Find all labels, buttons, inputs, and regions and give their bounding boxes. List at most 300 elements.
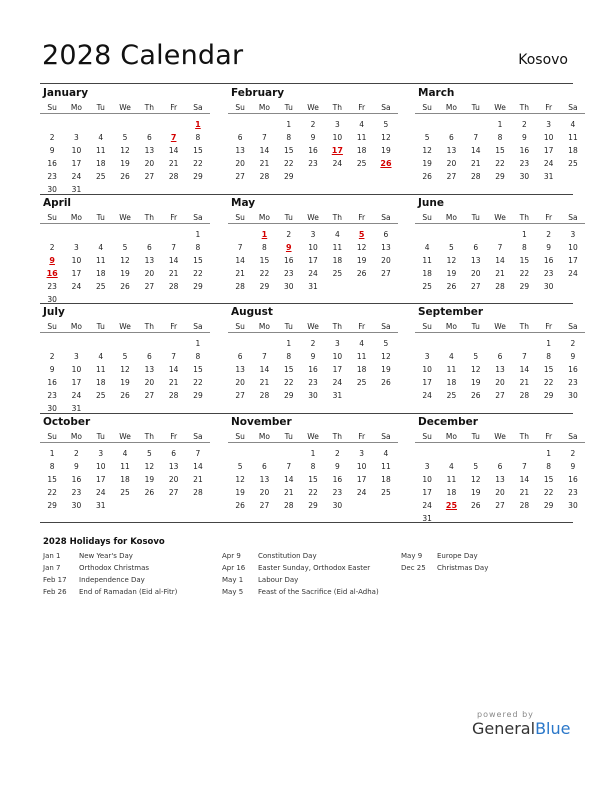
day-cell: 15 [47, 474, 57, 484]
weekday-header [228, 213, 398, 224]
day-cell: 23 [308, 159, 318, 168]
weekday-label: Fr [358, 322, 366, 331]
day-cell: 22 [495, 159, 505, 168]
day-cell: 14 [235, 255, 245, 265]
day-cell: 11 [446, 474, 457, 484]
day-cell: 14 [259, 365, 270, 374]
day-cell: 28 [495, 281, 505, 291]
day-cell: 29 [519, 281, 530, 291]
calendar-grid [40, 85, 578, 523]
day-cell: 13 [144, 146, 155, 155]
day-cell: 1 [195, 339, 201, 348]
day-cell: 15 [193, 255, 203, 265]
day-cell: 12 [356, 242, 367, 252]
day-cell: 21 [519, 378, 530, 387]
day-cell: 28 [283, 500, 294, 510]
day-cell: 22 [543, 487, 554, 497]
day-cell: 4 [98, 133, 104, 142]
day-cell: 10 [422, 474, 432, 484]
day-cell: 21 [193, 474, 203, 484]
day-cell: 16 [568, 365, 578, 374]
holiday-date: Feb 17 [43, 576, 67, 584]
holiday-name: Christmas Day [437, 564, 489, 572]
day-cell: 12 [381, 133, 391, 142]
weekday-label: Sa [193, 212, 203, 222]
day-cell: 18 [446, 378, 457, 387]
day-cell: 25 [356, 159, 367, 168]
day-cell: 16 [308, 365, 318, 374]
day-cell: 11 [120, 461, 130, 471]
day-cell: 14 [168, 255, 179, 265]
day-cell: 9 [49, 146, 55, 155]
weekday-label: Mo [445, 103, 457, 112]
day-cell: 9 [570, 352, 576, 361]
weekday-label: Th [144, 103, 154, 112]
day-cell: 16 [568, 474, 578, 484]
day-cell: 18 [568, 146, 578, 155]
day-cell: 7 [286, 461, 292, 471]
weekday-label: Fr [358, 431, 366, 441]
day-cell: 5 [146, 448, 152, 458]
day-cell: 9 [310, 352, 316, 361]
weekday-label: Th [332, 212, 342, 222]
weekday-label: Sa [381, 212, 391, 222]
day-cell: 24 [71, 391, 82, 400]
holiday-day-cell: 1 [195, 120, 201, 129]
day-cell: 24 [356, 487, 367, 497]
weekday-label: Tu [96, 431, 105, 441]
day-cell: 25 [381, 487, 391, 497]
day-cell: 30 [543, 281, 554, 291]
weekday-label: Mo [258, 103, 270, 112]
day-cell: 26 [470, 391, 481, 400]
day-cell: 2 [546, 229, 552, 239]
weekday-label: Th [332, 322, 342, 331]
weekday-label: Tu [284, 212, 293, 222]
day-cell: 17 [95, 474, 106, 484]
day-cell: 19 [470, 487, 481, 497]
weekday-label: Sa [568, 322, 578, 331]
day-cell: 24 [95, 487, 106, 497]
day-cell: 11 [356, 133, 367, 142]
day-cell: 2 [570, 339, 576, 348]
day-cell: 26 [235, 500, 245, 510]
day-cell: 7 [521, 461, 527, 471]
weekday-label: Sa [568, 103, 578, 112]
day-cell: 27 [446, 172, 457, 181]
top-divider [40, 83, 573, 84]
holiday-name: Labour Day [258, 576, 299, 584]
day-cell: 1 [521, 229, 527, 239]
day-cell: 5 [122, 242, 128, 252]
weekday-label: Fr [545, 431, 553, 441]
day-cell: 28 [193, 487, 203, 497]
day-cell: 5 [383, 120, 389, 129]
month-name: December [418, 415, 478, 428]
weekday-header [228, 432, 398, 443]
brand-logo[interactable] [472, 719, 570, 738]
day-cell: 3 [424, 352, 430, 361]
day-cell: 6 [473, 242, 479, 252]
day-cell: 12 [235, 474, 245, 484]
day-cell: 27 [381, 268, 391, 278]
day-cell: 21 [283, 487, 294, 497]
day-cell: 22 [519, 268, 530, 278]
weekday-label: Su [235, 431, 245, 441]
weekday-label: Mo [258, 322, 270, 331]
day-cell: 21 [519, 487, 530, 497]
day-cell: 18 [446, 487, 457, 497]
weekday-label: Tu [96, 103, 105, 112]
day-cell: 15 [283, 365, 294, 374]
day-cell: 22 [193, 268, 203, 278]
day-cell: 30 [47, 185, 57, 194]
day-cell: 19 [356, 255, 367, 265]
day-cell: 24 [71, 281, 82, 291]
month-name: July [43, 306, 65, 318]
day-cell: 3 [334, 120, 340, 129]
day-cell: 27 [495, 391, 505, 400]
day-cell: 1 [546, 339, 552, 348]
day-cell: 4 [359, 339, 365, 348]
day-cell: 9 [74, 461, 79, 471]
day-cell: 25 [356, 378, 367, 387]
day-cell: 17 [422, 487, 432, 497]
day-cell: 20 [235, 159, 245, 168]
day-cell: 3 [334, 339, 340, 348]
holiday-day-cell: 7 [170, 133, 177, 142]
weekday-label: We [307, 431, 319, 441]
day-cell: 6 [383, 229, 389, 239]
day-cell: 4 [449, 461, 454, 471]
day-cell: 10 [332, 352, 343, 361]
day-cell: 17 [568, 255, 578, 265]
day-cell: 11 [356, 352, 367, 361]
weekday-label: Su [422, 322, 432, 331]
day-cell: 30 [283, 281, 294, 291]
weekday-label: We [119, 322, 131, 331]
day-cell: 19 [381, 146, 391, 155]
day-cell: 11 [381, 461, 391, 471]
day-cell: 2 [521, 120, 527, 129]
weekday-label: Su [47, 212, 57, 222]
day-cell: 10 [308, 242, 318, 252]
weekday-label: Fr [170, 322, 178, 331]
weekday-label: We [119, 103, 131, 112]
day-cell: 12 [120, 255, 130, 265]
day-cell: 17 [356, 474, 367, 484]
weekday-label: We [307, 103, 319, 112]
day-cell: 28 [168, 391, 179, 400]
day-cell: 20 [495, 378, 505, 387]
day-cell: 19 [144, 474, 155, 484]
day-cell: 1 [546, 448, 552, 458]
day-cell: 5 [424, 133, 430, 142]
weekday-label: Fr [170, 212, 178, 222]
day-cell: 28 [259, 172, 270, 181]
weekday-header [40, 322, 210, 333]
day-cell: 10 [71, 365, 82, 374]
day-cell: 14 [470, 146, 481, 155]
holiday-date: May 9 [401, 552, 423, 560]
day-cell: 8 [195, 352, 201, 361]
weekday-header [40, 213, 210, 224]
day-cell: 26 [422, 172, 432, 181]
quarter-row [40, 195, 578, 305]
holiday-name: Easter Sunday, Orthodox Easter [258, 564, 371, 572]
day-cell: 6 [171, 448, 177, 458]
day-cell: 5 [473, 461, 479, 471]
day-cell: 10 [95, 461, 106, 471]
day-cell: 12 [446, 255, 457, 265]
weekday-header [40, 103, 210, 114]
weekday-label: Tu [96, 212, 105, 222]
weekday-label: Su [235, 212, 245, 222]
day-cell: 5 [473, 352, 479, 361]
day-cell: 16 [47, 159, 57, 168]
day-cell: 18 [381, 474, 391, 484]
weekday-label: Tu [96, 322, 105, 331]
page-title: 2028 Calendar [42, 40, 244, 71]
day-cell: 23 [47, 391, 57, 400]
day-cell: 3 [424, 461, 430, 471]
day-cell: 2 [310, 339, 316, 348]
day-cell: 3 [98, 448, 104, 458]
day-cell: 28 [168, 281, 179, 291]
weekday-label: Sa [381, 322, 391, 331]
day-cell: 21 [168, 378, 179, 387]
day-cell: 27 [144, 391, 155, 400]
weekday-header [415, 432, 585, 443]
day-cell: 26 [381, 378, 391, 387]
day-cell: 17 [332, 365, 343, 374]
day-cell: 25 [95, 391, 106, 400]
day-cell: 10 [568, 242, 578, 252]
day-cell: 23 [568, 378, 578, 387]
day-cell: 28 [470, 172, 481, 181]
day-cell: 25 [332, 268, 343, 278]
day-cell: 15 [308, 474, 318, 484]
day-cell: 31 [71, 404, 82, 413]
weekday-label: We [307, 212, 319, 222]
day-cell: 9 [521, 133, 527, 142]
weekday-label: Fr [170, 103, 178, 112]
weekday-label: Th [332, 103, 342, 112]
day-cell: 9 [49, 365, 55, 374]
weekday-label: Su [47, 103, 57, 112]
day-cell: 18 [95, 159, 106, 168]
day-cell: 2 [49, 352, 55, 361]
day-cell: 13 [495, 365, 505, 374]
day-cell: 26 [470, 500, 481, 510]
weekday-label: Tu [471, 322, 480, 331]
day-cell: 29 [193, 391, 203, 400]
day-cell: 3 [359, 448, 365, 458]
day-cell: 14 [495, 255, 505, 265]
weekday-label: Mo [445, 431, 457, 441]
day-cell: 18 [422, 268, 432, 278]
weekday-header [415, 322, 585, 333]
day-cell: 31 [95, 500, 106, 510]
day-cell: 15 [519, 255, 530, 265]
day-cell: 29 [283, 391, 294, 400]
holiday-date: Apr 16 [222, 564, 246, 572]
quarter-row [40, 304, 578, 414]
day-cell: 6 [497, 461, 503, 471]
day-cell: 30 [519, 172, 530, 181]
day-cell: 10 [71, 255, 82, 265]
weekday-label: We [494, 431, 506, 441]
day-cell: 15 [543, 365, 554, 374]
weekday-label: We [494, 322, 506, 331]
day-cell: 17 [543, 146, 554, 155]
day-cell: 25 [95, 281, 106, 291]
day-cell: 1 [497, 120, 503, 129]
day-cell: 31 [71, 185, 82, 194]
day-cell: 20 [470, 268, 481, 278]
weekday-label: We [119, 431, 131, 441]
day-cell: 4 [570, 120, 576, 129]
day-cell: 28 [519, 500, 530, 510]
day-cell: 29 [543, 500, 554, 510]
day-cell: 29 [495, 172, 505, 181]
day-cell: 17 [71, 378, 82, 387]
day-cell: 7 [262, 133, 267, 142]
day-cell: 27 [168, 487, 179, 497]
weekday-label: Tu [471, 103, 480, 112]
day-cell: 13 [168, 461, 179, 471]
day-cell: 11 [332, 242, 343, 252]
holiday-day-cell: 5 [358, 229, 365, 239]
holiday-day-cell: 26 [380, 159, 392, 168]
weekday-label: Su [47, 431, 57, 441]
day-cell: 23 [308, 378, 318, 387]
day-cell: 6 [237, 352, 243, 361]
weekday-label: Mo [445, 212, 457, 222]
day-cell: 10 [332, 133, 343, 142]
day-cell: 19 [120, 268, 130, 278]
holiday-day-cell: 9 [285, 242, 292, 252]
day-cell: 20 [168, 474, 179, 484]
day-cell: 11 [568, 133, 578, 142]
day-cell: 11 [95, 365, 106, 374]
month-name: March [418, 87, 455, 99]
holiday-date: May 1 [222, 576, 244, 584]
day-cell: 23 [332, 487, 343, 497]
day-cell: 26 [120, 281, 130, 291]
weekday-label: Fr [545, 322, 553, 331]
weekday-label: Su [235, 103, 245, 112]
weekday-label: Tu [284, 103, 293, 112]
weekday-header [415, 213, 585, 224]
weekday-label: We [494, 212, 506, 222]
day-cell: 16 [519, 146, 530, 155]
weekday-label: Sa [568, 212, 578, 222]
day-cell: 6 [237, 133, 243, 142]
day-cell: 22 [193, 378, 203, 387]
day-cell: 25 [95, 172, 106, 181]
day-cell: 24 [422, 500, 432, 510]
weekday-label: We [307, 322, 319, 331]
weekday-label: Mo [70, 103, 82, 112]
holidays-title: 2028 Holidays for Kosovo [43, 537, 165, 547]
day-cell: 28 [519, 391, 530, 400]
day-cell: 31 [332, 391, 343, 400]
day-cell: 30 [568, 500, 578, 510]
day-cell: 2 [570, 448, 576, 458]
weekday-label: Sa [193, 431, 203, 441]
day-cell: 22 [283, 378, 294, 387]
weekday-label: Mo [258, 212, 270, 222]
brand-name-general: General [472, 719, 536, 738]
day-cell: 29 [193, 281, 203, 291]
holiday-date: Apr 9 [222, 552, 241, 560]
day-cell: 9 [546, 242, 552, 252]
day-cell: 4 [383, 448, 389, 458]
month-name: June [418, 196, 444, 209]
day-cell: 12 [470, 365, 481, 374]
day-cell: 19 [235, 487, 245, 497]
holiday-name: Europe Day [437, 552, 478, 560]
month-name: May [231, 196, 256, 209]
day-cell: 19 [120, 378, 130, 387]
weekday-label: Fr [545, 212, 553, 222]
day-cell: 2 [310, 120, 316, 129]
day-cell: 5 [122, 352, 128, 361]
day-cell: 25 [568, 159, 578, 168]
day-cell: 23 [568, 487, 578, 497]
day-cell: 8 [286, 352, 292, 361]
day-cell: 21 [168, 159, 179, 168]
day-cell: 8 [262, 242, 267, 252]
day-cell: 29 [283, 172, 294, 181]
day-cell: 21 [259, 378, 270, 387]
day-cell: 13 [235, 365, 245, 374]
month-name: November [231, 415, 292, 428]
day-cell: 15 [283, 146, 294, 155]
weekday-label: We [119, 212, 131, 222]
day-cell: 20 [381, 255, 391, 265]
day-cell: 24 [332, 378, 343, 387]
holiday-date: Feb 26 [43, 588, 67, 596]
day-cell: 11 [422, 255, 432, 265]
day-cell: 5 [383, 339, 389, 348]
day-cell: 2 [49, 133, 55, 142]
day-cell: 10 [422, 365, 432, 374]
day-cell: 6 [497, 352, 503, 361]
day-cell: 9 [310, 133, 316, 142]
weekday-label: Th [332, 431, 342, 441]
day-cell: 8 [546, 352, 552, 361]
day-cell: 6 [449, 133, 454, 142]
day-cell: 7 [171, 352, 177, 361]
weekday-label: Th [519, 103, 529, 112]
day-cell: 16 [47, 378, 57, 387]
day-cell: 10 [356, 461, 367, 471]
day-cell: 24 [308, 268, 318, 278]
day-cell: 14 [519, 474, 530, 484]
day-cell: 26 [120, 172, 130, 181]
weekday-header [415, 103, 585, 114]
day-cell: 14 [168, 146, 179, 155]
day-cell: 2 [74, 448, 79, 458]
day-cell: 14 [519, 365, 530, 374]
day-cell: 1 [310, 448, 316, 458]
day-cell: 12 [381, 352, 391, 361]
day-cell: 27 [144, 281, 155, 291]
day-cell: 14 [259, 146, 270, 155]
day-cell: 16 [71, 474, 82, 484]
